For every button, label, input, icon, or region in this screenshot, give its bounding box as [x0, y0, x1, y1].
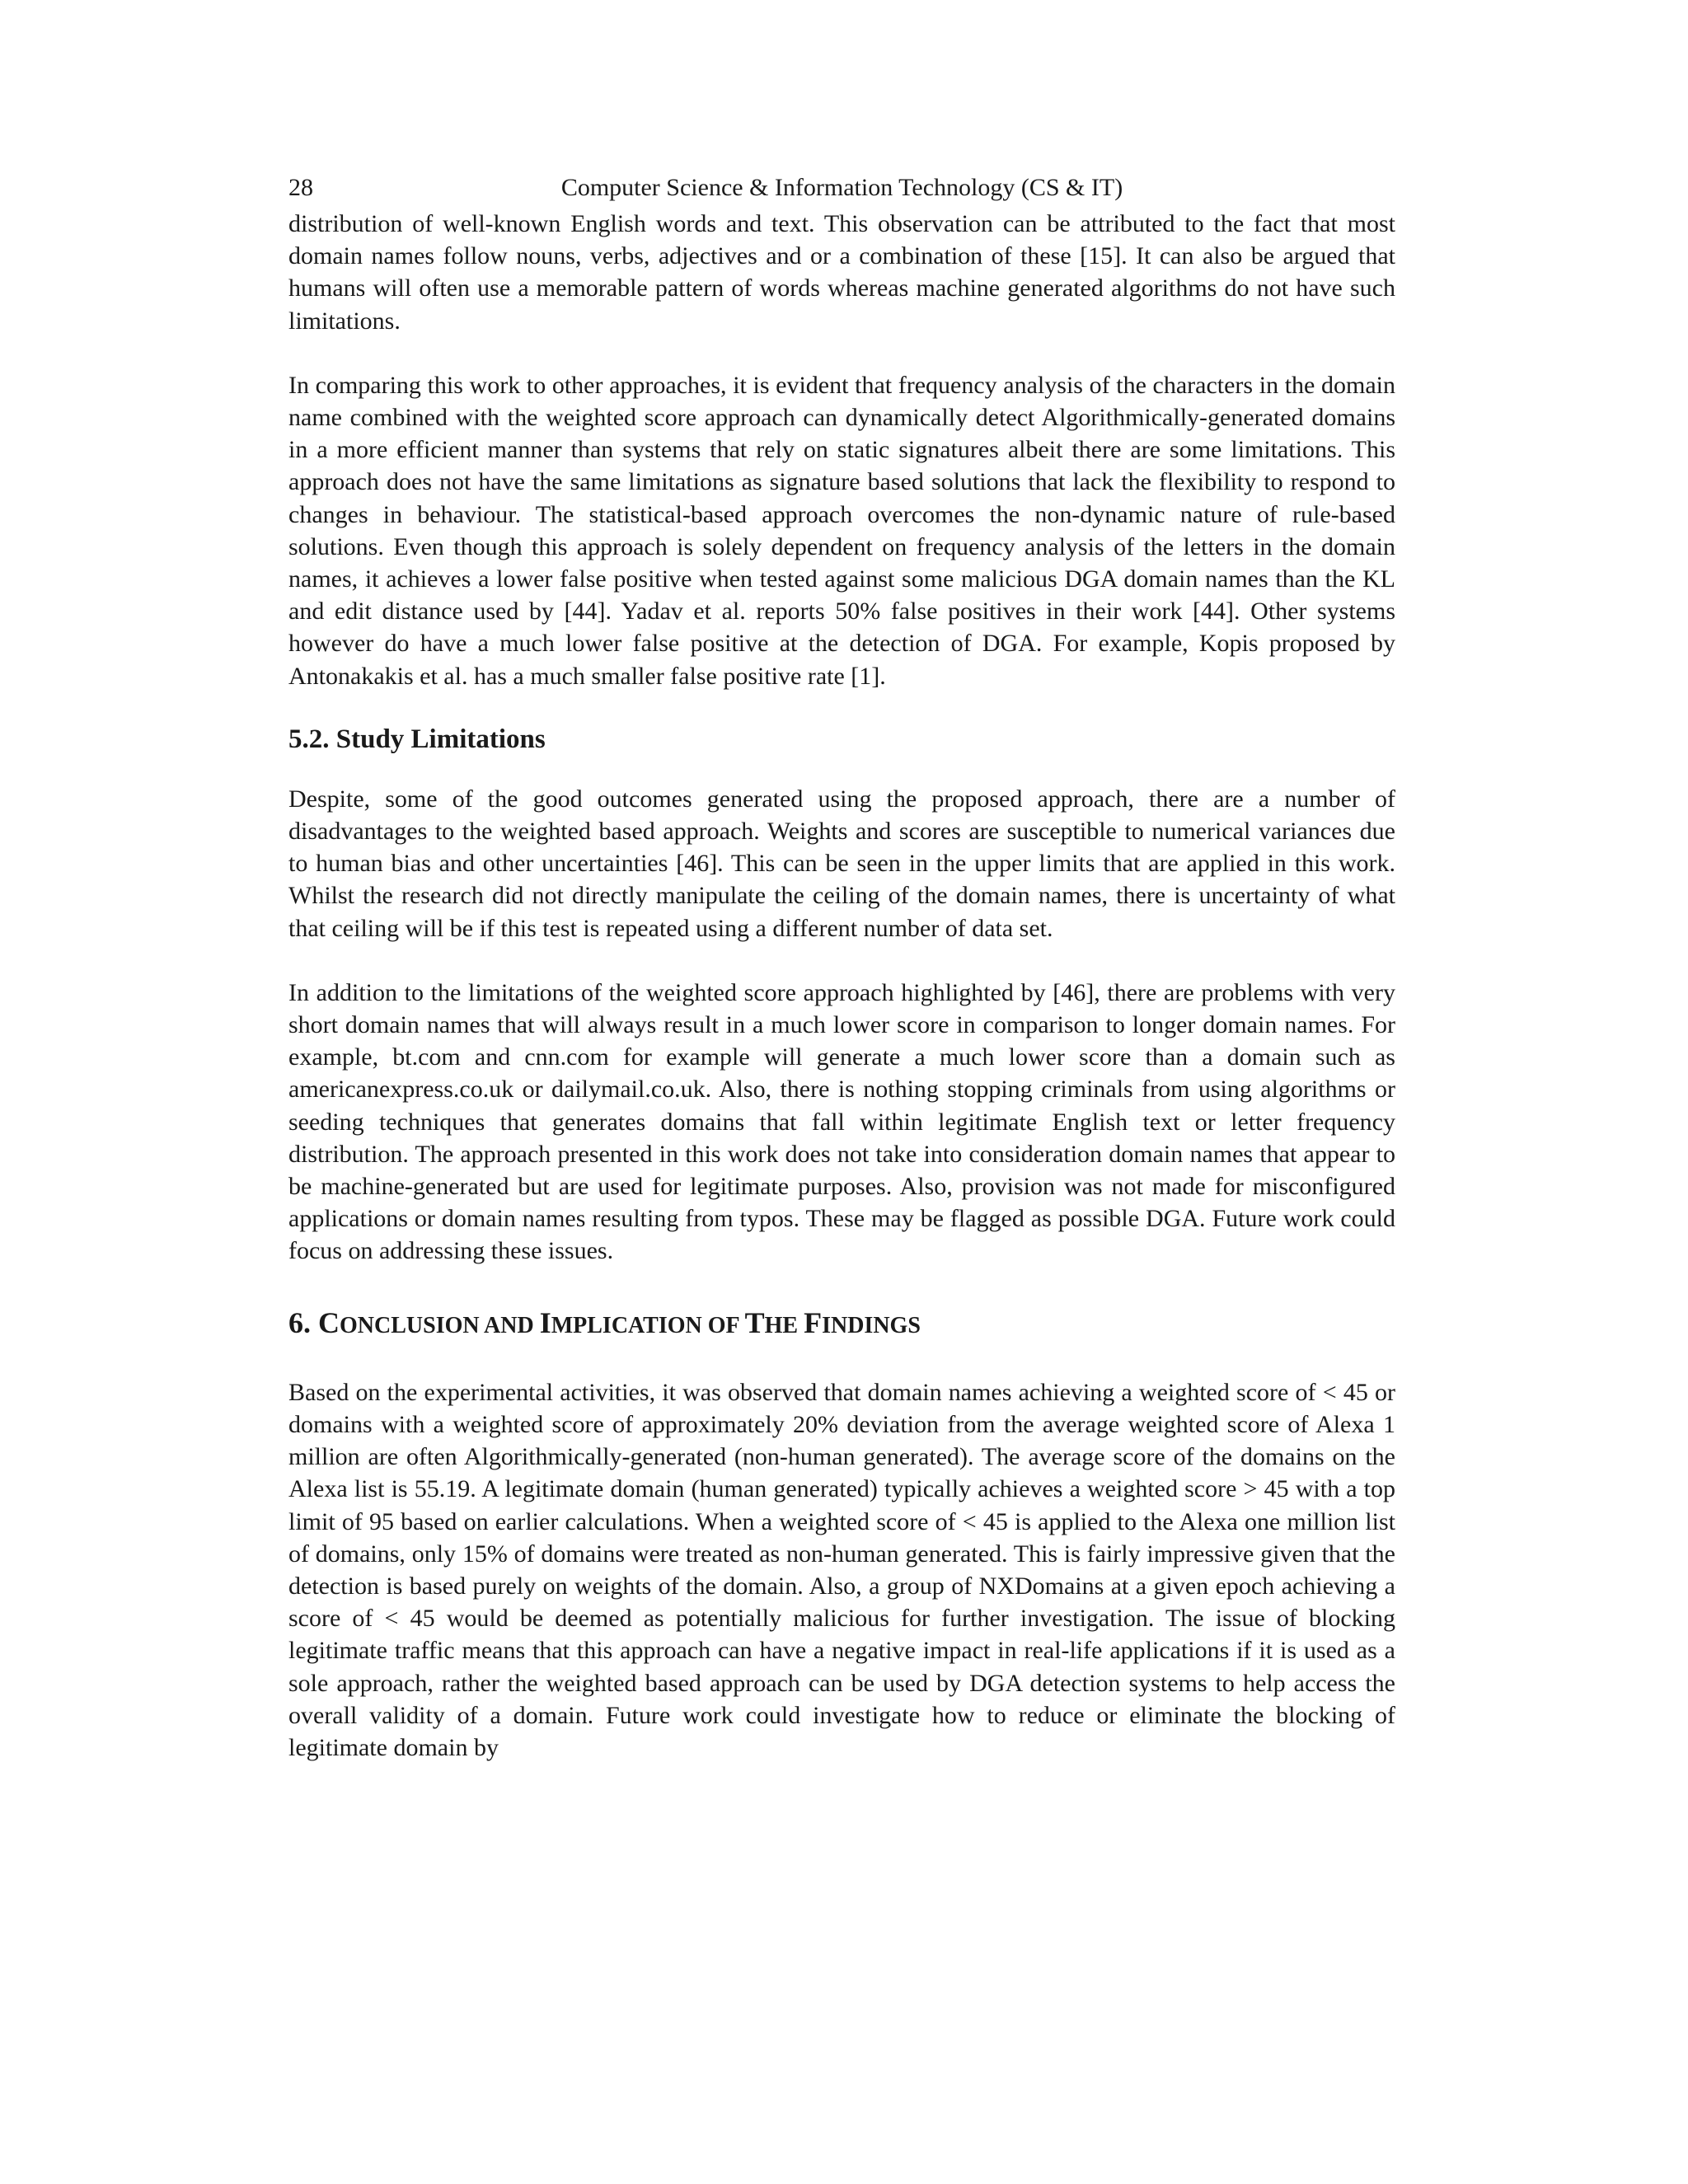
running-header [288, 171, 1395, 208]
paragraph-conclusion: Based on the experimental activities, it was observed that domain names achieving a weighted score of < 45 or domains with a weighted score of approximately 20% deviation from the average weighted score of Alexa 1 million are often Algorithmically-generated (non-human generated). The average score of the domains on the Alexa list is 55.19. A legitimate domain (human generated) typically achieves a weighted score > 45 with a top limit of 95 based on earlier calculations. When a weighted score of < 45 is applied to the Alexa one million list of domains, only 15% of domains were treated as non-human generated. This is fairly impressive given that the detection is based purely on weights of the domain. Also, a group of NXDomains at a given epoch achieving a score of < 45 would be deemed as potentially malicious for further investigation. The issue of blocking legitimate traffic means that this approach can have a negative impact in real-life applications if it is used as a sole approach, rather the weighted based approach can be used by DGA detection systems to help access the overall validity of a domain. Future work could investigate how to reduce or eliminate the blocking of legitimate domain by [288, 1378, 1395, 1761]
paragraph-english-distribution: distribution of well-known English words and text. This observation can be attributed to the fact that most domain names follow nouns, verbs, adjectives and or a combination of these [15]. It can also be argued that humans will often use a memorable pattern of words whereas machine generated algorithms do not have such limitations. [288, 210, 1395, 335]
study-limitations-heading: 5.2. Study Limitations [288, 724, 546, 754]
page [288, 171, 1395, 1764]
page-number: 28 [288, 174, 313, 201]
paragraph-additional-limitations: In addition to the limitations of the weighted score approach highlighted by [46], there are problems with very short domain names that will always result in a much lower score in comparison to longer domain names. For example, bt.com and cnn.com for example will generate a much lower score than a domain such as americanexpress.co.uk or dailymail.co.uk. Also, there is nothing stopping criminals from using algorithms or seeding techniques that generates domains that fall within legitimate English text or letter frequency distribution. The approach presented in this work does not take into consideration domain names that appear to be machine-generated but are used for legitimate purposes. Also, provision was not made for misconfigured applications or domain names resulting from typos. These may be flagged as possible DGA. Future work could focus on addressing these issues. [288, 978, 1395, 1265]
paragraph-disadvantages: Despite, some of the good outcomes generated using the proposed approach, there are a number of disadvantages to the weighted based approach. Weights and scores are susceptible to numerical variances due to human bias and other uncertainties [46]. This can be seen in the upper limits that are applied in this work. Whilst the research did not directly manipulate the ceiling of the domain names, there is uncertainty of what that ceiling will be if this test is repeated using a different number of data set. [288, 785, 1395, 942]
paragraph-comparison: In comparing this work to other approaches, it is evident that frequency analysis of the characters in the domain name combined with the weighted score approach can dynamically detect Algorithmically-generated domains in a more efficient manner than systems that rely on static signatures albeit there are some limitations. This approach does not have the same limitations as signature based solutions that lack the flexibility to respond to changes in behaviour. The statistical-based approach overcomes the non-dynamic nature of rule-based solutions. Even though this approach is solely dependent on frequency analysis of the letters in the domain names, it achieves a lower false positive when tested against some malicious DGA domain names than the KL and edit distance used by [44]. Yadav et al. reports 50% false positives in their work [44]. Other systems however do have a much lower false positive at the detection of DGA. For example, Kopis proposed by Antonakakis et al. has a much smaller false positive rate [1]. [288, 371, 1395, 690]
journal-name: Computer Science & Information Technology (CS & IT) [560, 174, 1123, 201]
conclusion-heading: 6. CONCLUSION AND IMPLICATION OF THE FINDINGS [288, 1305, 921, 1339]
